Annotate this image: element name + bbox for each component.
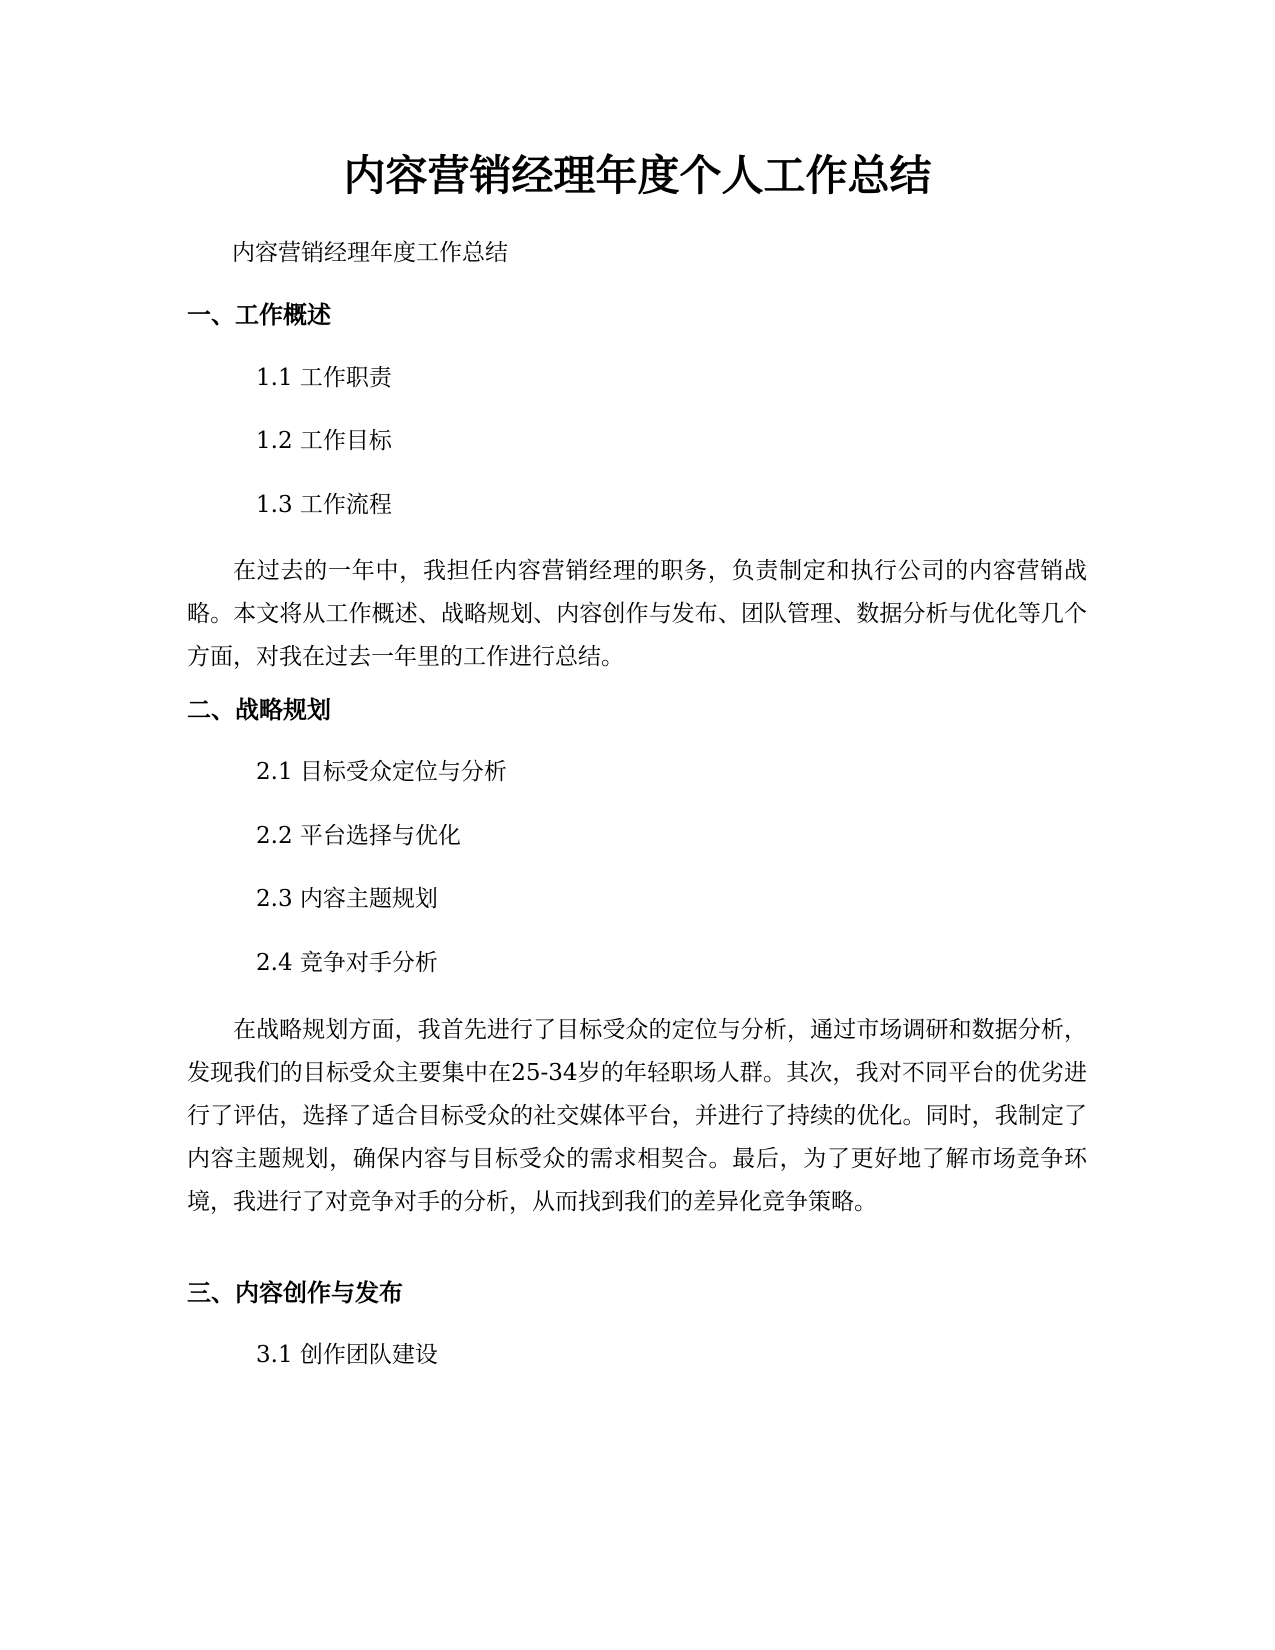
list-item: 2.4 竞争对手分析 bbox=[256, 950, 438, 976]
list-item: 3.1 创作团队建设 bbox=[256, 1342, 438, 1368]
list-item: 2.2 平台选择与优化 bbox=[256, 823, 461, 849]
list-item: 1.3 工作流程 bbox=[256, 492, 392, 518]
document-title: 内容营销经理年度个人工作总结 bbox=[343, 151, 932, 200]
section-heading-2: 二、战略规划 bbox=[187, 696, 331, 724]
section-heading-1: 一、工作概述 bbox=[187, 301, 331, 329]
section-paragraph-1: 在过去的一年中，我担任内容营销经理的职务，负责制定和执行公司的内容营销战略。本文将从工作概述、战略规划、内容创作与发布、团队管理、数据分析与优化等几个方面，对我在过去一年里的工作进行总结。 bbox=[187, 558, 1087, 670]
list-item: 1.1 工作职责 bbox=[256, 365, 392, 391]
section-paragraph-2: 在战略规划方面，我首先进行了目标受众的定位与分析，通过市场调研和数据分析，发现我们的目标受众主要集中在25-34岁的年轻职场人群。其次，我对不同平台的优劣进行了评估，选择了适合目标受众的社交媒体平台，并进行了持续的优化。同时，我制定了内容主题规划，确保内容与目标受众的需求相契合。最后，为了更好地了解市场竞争环境，我进行了对竞争对手的分析，从而找到我们的差异化竞争策略。 bbox=[187, 1017, 1087, 1215]
list-item: 2.3 内容主题规划 bbox=[256, 886, 438, 912]
list-item: 1.2 工作目标 bbox=[256, 428, 392, 454]
document-subtitle: 内容营销经理年度工作总结 bbox=[232, 240, 508, 266]
section-heading-3: 三、内容创作与发布 bbox=[187, 1279, 403, 1307]
list-item: 2.1 目标受众定位与分析 bbox=[256, 759, 507, 785]
